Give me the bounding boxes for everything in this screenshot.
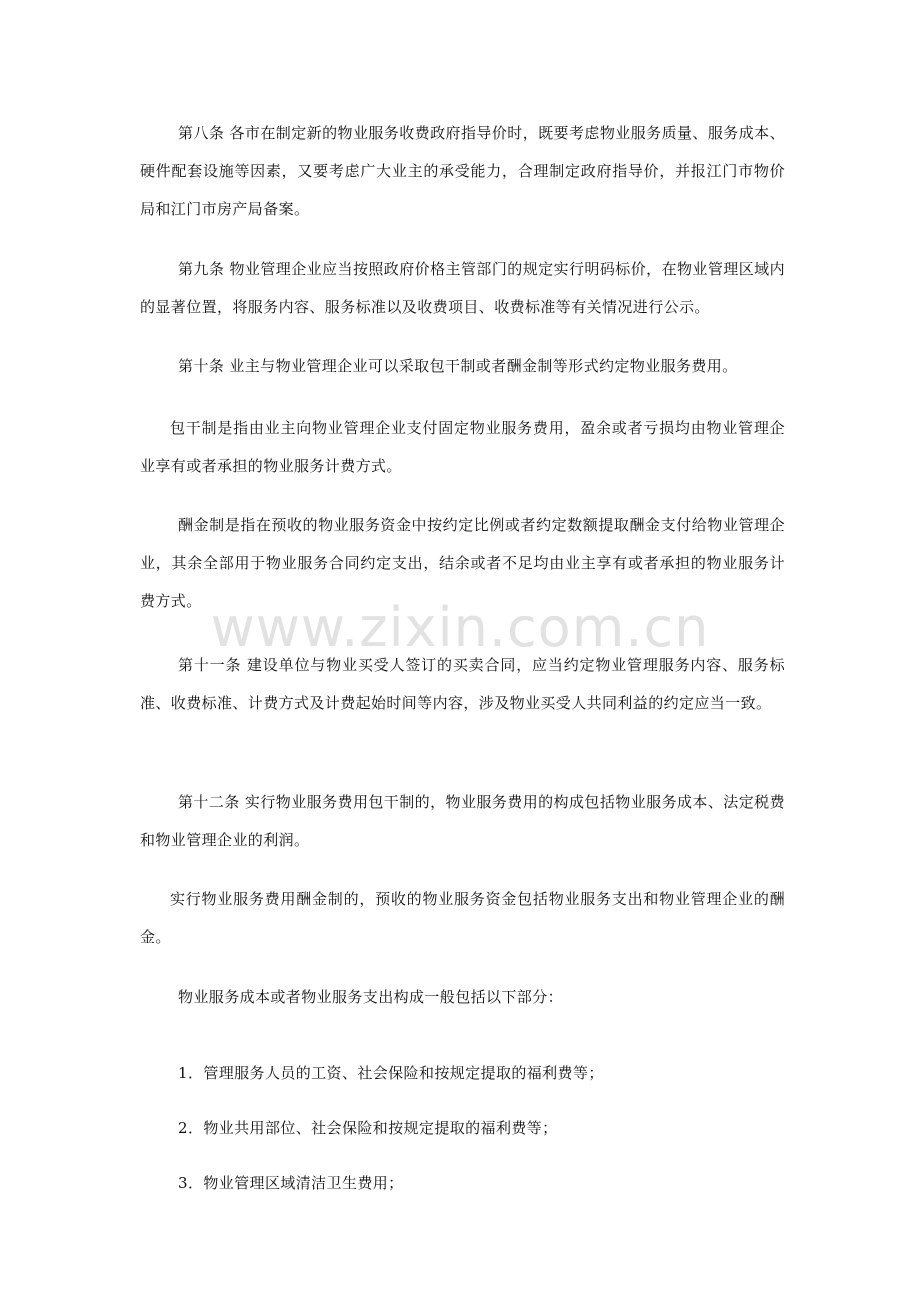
article-10-paragraph: 第十条 业主与物业管理企业可以采取包干制或者酬金制等形式约定物业服务费用。 (178, 357, 738, 375)
article-9-paragraph: 第九条 物业管理企业应当按照政府价格主管部门的规定实行明码标价，在物业管理区域内的显著位置，将服务内容、服务标准以及收费项目、收费标准等有关情况进行公示。 (140, 260, 785, 316)
list-item: 2．物业共用部位、社会保险和按规定提取的福利费等； (178, 1119, 558, 1137)
article-12-paragraph: 第十二条 实行物业服务费用包干制的，物业服务费用的构成包括物业服务成本、法定税费和物业管理企业的利润。 (140, 793, 785, 849)
lump-sum-definition-paragraph: 包干制是指由业主向物业管理企业支付固定物业服务费用，盈余或者亏损均由物业管理企业享有或者承担的物业服务计费方式。 (140, 419, 785, 475)
remuneration-composition-paragraph: 实行物业服务费用酬金制的，预收的物业服务资金包括物业服务支出和物业管理企业的酬金。 (140, 890, 785, 946)
article-8-paragraph: 第八条 各市在制定新的物业服务收费政府指导价时，既要考虑物业服务质量、服务成本、硬件配套设施等因素，又要考虑广大业主的承受能力，合理制定政府指导价，并报江门市物价局和江门市房产局备案。 (140, 124, 785, 218)
remuneration-definition-paragraph: 酬金制是指在预收的物业服务资金中按约定比例或者约定数额提取酬金支付给物业管理企业，其余全部用于物业服务合同约定支出，结余或者不足均由业主享有或者承担的物业服务计费方式。 (140, 516, 785, 610)
list-item: 1．管理服务人员的工资、社会保险和按规定提取的福利费等； (178, 1064, 604, 1082)
cost-composition-intro: 物业服务成本或者物业服务支出构成一般包括以下部分： (178, 988, 564, 1006)
list-item: 3．物业管理区域清洁卫生费用； (178, 1174, 404, 1192)
article-11-paragraph: 第十一条 建设单位与物业买受人签订的买卖合同，应当约定物业管理服务内容、服务标准、收费标准、计费方式及计费起始时间等内容，涉及物业买受人共同利益的约定应当一致。 (140, 656, 785, 712)
watermark: www.zixin.com.cn (210, 596, 710, 659)
